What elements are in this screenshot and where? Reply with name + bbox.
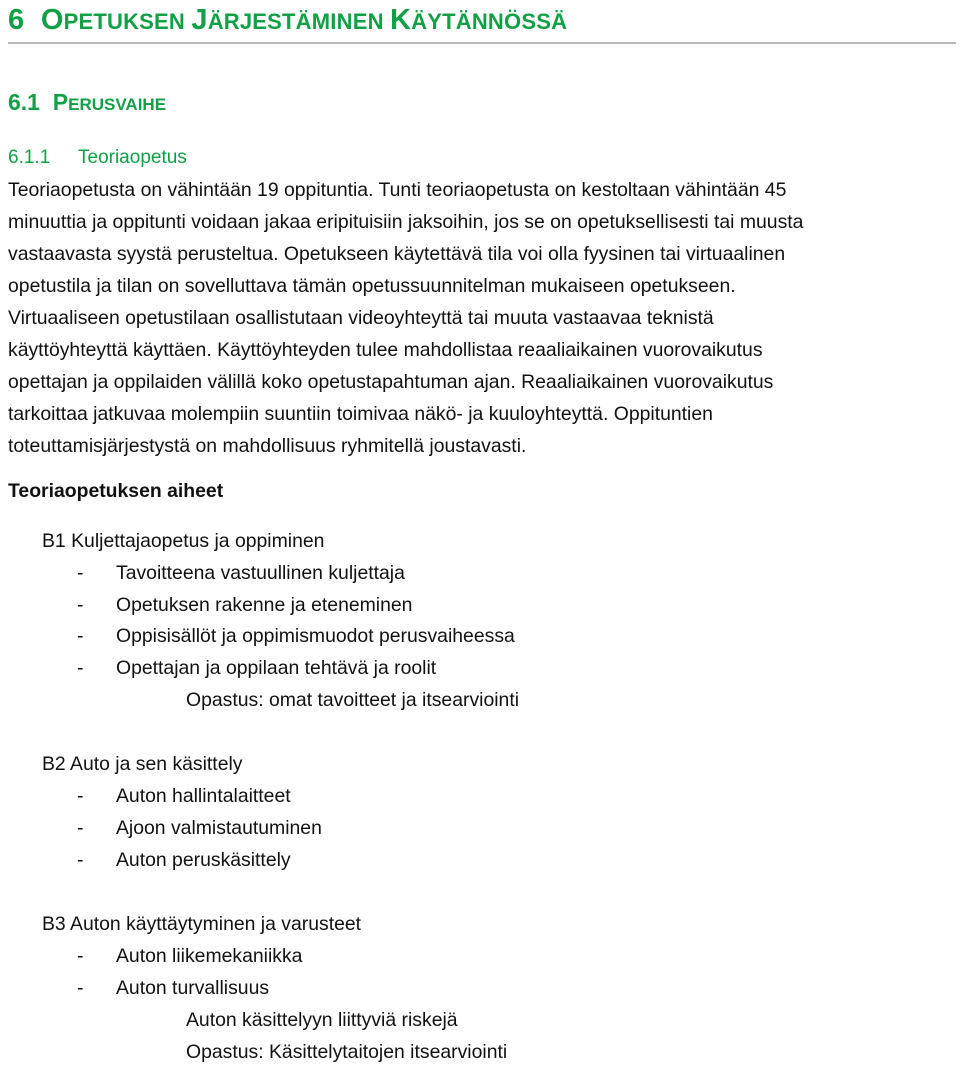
dash-bullet: - (77, 817, 84, 839)
subsection-title: Teoriaopetus (78, 147, 187, 168)
list-item-text: Auton liikemekaniikka (116, 945, 303, 967)
list-item-text: Tavoitteena vastuullinen kuljettaja (116, 562, 405, 584)
list-item-text: Auton peruskäsittely (116, 849, 291, 871)
paragraph-line: Teoriaopetusta on vähintään 19 oppituntia. Tunti teoriaopetusta on kestoltaan vähintään 45 (8, 179, 787, 201)
chapter-title-rest1: PETUKSEN (63, 9, 192, 34)
list-item (0, 590, 960, 620)
paragraph-line: tarkoittaa jatkuvaa molempiin suuntiin toimivaa näkö- ja kuuloyhteyttä. Oppituntien (8, 403, 713, 425)
chapter-title-cap2: J (191, 4, 208, 36)
list-item-text: Auton turvallisuus (116, 977, 270, 999)
subsection-heading (8, 147, 187, 169)
list-item (0, 558, 960, 588)
topics-heading: Teoriaopetuksen aiheet (8, 480, 224, 502)
paragraph-line: opettajan ja oppilaiden välillä koko opetustapahtuman ajan. Reaaliaikainen vuorovaikutus (8, 371, 774, 393)
list-item (0, 621, 960, 651)
topic-b1-title: B1 Kuljettajaopetus ja oppiminen (42, 530, 325, 552)
list-item (0, 973, 960, 1003)
list-item (0, 845, 960, 875)
list-item-text: Opettajan ja oppilaan tehtävä ja roolit (116, 657, 437, 679)
chapter-title-rest2: ÄRJESTÄMINEN (207, 9, 390, 34)
chapter-title-cap1: O (40, 4, 64, 36)
dash-bullet: - (77, 977, 84, 999)
paragraph-line: minuuttia ja oppitunti voidaan jakaa eripituisiin jaksoihin, jos se on opetuksellisesti tai muusta (8, 211, 804, 233)
chapter-heading (8, 0, 956, 44)
dash-bullet: - (77, 562, 84, 584)
paragraph-line: toteuttamisjärjestystä on mahdollisuus ryhmitellä joustavasti. (8, 435, 527, 457)
list-item-text: Auton hallintalaitteet (116, 785, 291, 807)
section-heading (8, 89, 166, 116)
dash-bullet: - (77, 625, 84, 647)
topic-b3-title: B3 Auton käyttäytyminen ja varusteet (42, 913, 362, 935)
dash-bullet: - (77, 785, 84, 807)
section-number: 6.1 (8, 89, 40, 115)
topic-b3-note: Opastus: Käsittelytaitojen itsearviointi (186, 1041, 508, 1063)
paragraph-line: käyttöyhteyttä käyttäen. Käyttöyhteyden tulee mahdollistaa reaaliaikainen vuorovaikutus (8, 339, 763, 361)
paragraph-line: Virtuaaliseen opetustilaan osallistutaan videoyhteyttä tai muuta vastaavaa teknistä (8, 307, 714, 329)
dash-bullet: - (77, 849, 84, 871)
topic-b3-note: Auton käsittelyyn liittyviä riskejä (186, 1009, 458, 1031)
list-item-text: Oppisisällöt ja oppimismuodot perusvaiheessa (116, 625, 515, 647)
list-item (0, 653, 960, 683)
chapter-title-rest3: ÄYTÄNNÖSSÄ (411, 9, 568, 34)
paragraph-line: vastaavasta syystä perusteltua. Opetukseen käytettävä tila voi olla fyysinen tai virtuaalinen (8, 243, 786, 265)
dash-bullet: - (77, 657, 84, 679)
list-item (0, 813, 960, 843)
chapter-number: 6 (8, 4, 25, 36)
list-item-text: Ajoon valmistautuminen (116, 817, 322, 839)
chapter-title-cap3: K (389, 4, 412, 36)
section-title-rest: ERUSVAIHE (68, 95, 167, 114)
section-title-cap: P (52, 89, 69, 115)
topic-b1-note: Opastus: omat tavoitteet ja itsearviointi (186, 689, 520, 711)
list-item (0, 781, 960, 811)
dash-bullet: - (77, 594, 84, 616)
dash-bullet: - (77, 945, 84, 967)
paragraph-line: opetustila ja tilan on sovelluttava tämän opetussuunnitelman mukaiseen opetukseen. (8, 275, 736, 297)
subsection-number: 6.1.1 (8, 147, 51, 168)
list-item (0, 941, 960, 971)
topic-b2-title: B2 Auto ja sen käsittely (42, 753, 243, 775)
body-paragraph (8, 174, 953, 462)
list-item-text: Opetuksen rakenne ja eteneminen (116, 594, 413, 616)
